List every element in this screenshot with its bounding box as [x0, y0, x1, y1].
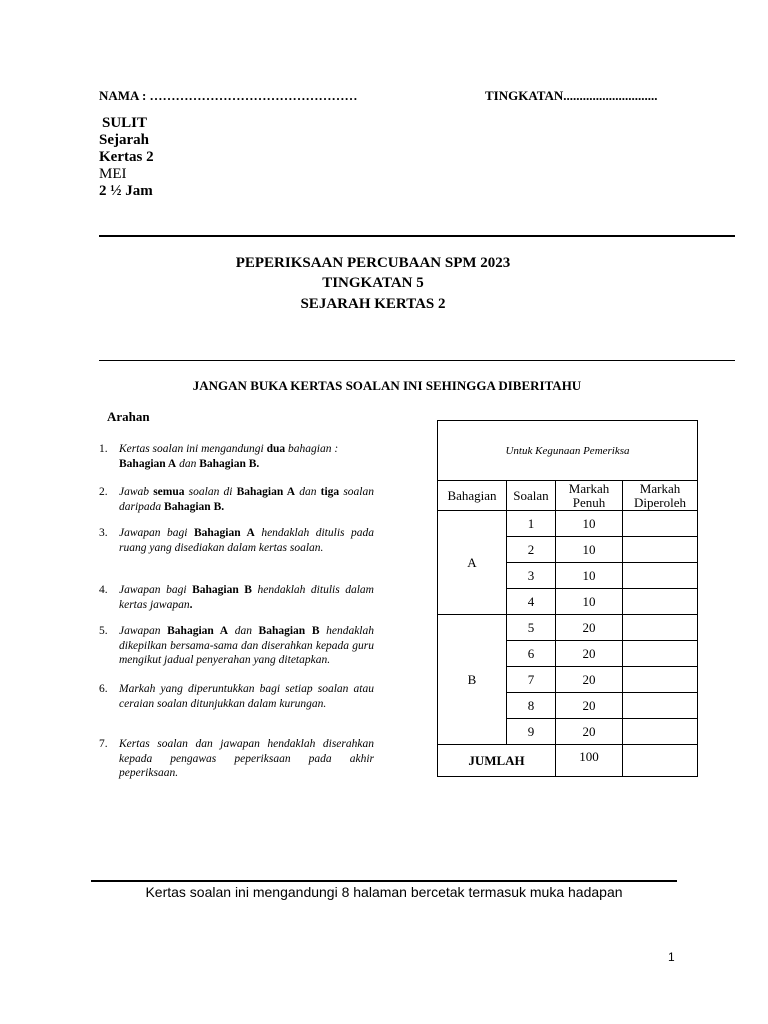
table-row-penuh: 10: [556, 511, 623, 537]
instruction-text: Jawapan Bahagian A dan Bahagian B hendaklah dikepilkan bersama-sama dan diserahkan kepada guru mengikut jadual penyerahan yang ditetapkan.: [119, 625, 374, 666]
table-row-soalan: 9: [507, 719, 556, 745]
exam-paper: SEJARAH KERTAS 2: [300, 296, 446, 312]
class-field: TINGKATAN.............................: [485, 88, 658, 103]
instruction-text: Kertas soalan dan jawapan hendaklah diserahkan kepada pengawas peperiksaan pada akhir peperiksaan.: [119, 738, 374, 779]
instruction-text: Markah yang diperuntukkan bagi setiap soalan atau ceraian soalan ditunjukkan dalam kurungan.: [119, 683, 374, 710]
table-row-diperoleh[interactable]: [623, 641, 698, 667]
instruction-number: 6.: [99, 683, 108, 695]
instruction-item: [99, 624, 374, 668]
paper-label: Kertas 2: [99, 149, 154, 165]
table-row-soalan: 2: [507, 537, 556, 563]
instruction-number: 7.: [99, 738, 108, 750]
total-diperoleh[interactable]: [623, 745, 698, 777]
table-row-diperoleh[interactable]: [623, 719, 698, 745]
instruction-item: [99, 442, 374, 471]
table-row-soalan: 4: [507, 589, 556, 615]
table-row-penuh: 20: [556, 719, 623, 745]
exam-title: PEPERIKSAAN PERCUBAAN SPM 2023: [235, 255, 511, 271]
total-label: JUMLAH: [438, 745, 556, 777]
table-row-penuh: 20: [556, 615, 623, 641]
footer-divider: [91, 880, 677, 882]
table-row-diperoleh[interactable]: [623, 537, 698, 563]
page-number: 1: [668, 950, 675, 964]
subject-label: Sejarah: [99, 132, 149, 148]
table-caption: Untuk Kegunaan Pemeriksa: [438, 421, 698, 481]
duration-label: 2 ½ Jam: [99, 183, 153, 199]
sulit-label: SULIT: [102, 115, 148, 131]
exam-form: TINGKATAN 5: [322, 275, 424, 291]
header-markah-penuh: Markah Penuh: [556, 481, 623, 511]
table-row-diperoleh[interactable]: [623, 667, 698, 693]
instruction-item: [99, 485, 374, 514]
warning-text: JANGAN BUKA KERTAS SOALAN INI SEHINGGA DIBERITAHU: [192, 378, 582, 393]
total-value: 100: [556, 745, 623, 777]
table-row-soalan: 8: [507, 693, 556, 719]
header-soalan: Soalan: [507, 481, 556, 511]
name-field: NAMA : …………………………………………: [99, 88, 358, 103]
header-bahagian: Bahagian: [438, 481, 507, 511]
top-divider: [99, 235, 735, 237]
table-row-penuh: 20: [556, 641, 623, 667]
table-row-penuh: 20: [556, 693, 623, 719]
table-row-soalan: 1: [507, 511, 556, 537]
table-row-soalan: 3: [507, 563, 556, 589]
instruction-item: [99, 526, 374, 555]
table-row-penuh: 10: [556, 537, 623, 563]
instruction-text: Jawapan bagi Bahagian A hendaklah ditulis pada ruang yang disediakan dalam kertas soalan.: [119, 527, 374, 554]
instruction-number: 1.: [99, 443, 108, 455]
table-row-diperoleh[interactable]: [623, 693, 698, 719]
section-b-label: B: [438, 615, 507, 745]
table-row-diperoleh[interactable]: [623, 589, 698, 615]
table-row-diperoleh[interactable]: [623, 563, 698, 589]
instruction-number: 5.: [99, 625, 108, 637]
table-row-penuh: 10: [556, 563, 623, 589]
marks-table: [437, 420, 698, 777]
table-row-penuh: 10: [556, 589, 623, 615]
table-row-diperoleh[interactable]: [623, 511, 698, 537]
instruction-number: 2.: [99, 486, 108, 498]
mid-divider: [99, 360, 735, 361]
table-row-soalan: 7: [507, 667, 556, 693]
instruction-item: [99, 737, 374, 781]
table-row-penuh: 20: [556, 667, 623, 693]
table-row-diperoleh[interactable]: [623, 615, 698, 641]
instructions-title: Arahan: [107, 409, 150, 424]
instruction-item: [99, 583, 374, 612]
instruction-text: Jawapan bagi Bahagian B hendaklah ditulis dalam kertas jawapan.: [119, 584, 374, 611]
table-row-soalan: 5: [507, 615, 556, 641]
instruction-item: [99, 682, 374, 711]
header-markah-diperoleh: Markah Diperoleh: [623, 481, 698, 511]
footer-text: Kertas soalan ini mengandungi 8 halaman bercetak termasuk muka hadapan: [145, 884, 623, 900]
month-label: MEI: [99, 166, 127, 182]
instruction-number: 4.: [99, 584, 108, 596]
section-a-label: A: [438, 511, 507, 615]
instruction-number: 3.: [99, 527, 108, 539]
table-row-soalan: 6: [507, 641, 556, 667]
instruction-text: Jawab semua soalan di Bahagian A dan tiga soalan daripada Bahagian B.: [119, 486, 374, 513]
instruction-text: Kertas soalan ini mengandungi dua bahagian : Bahagian A dan Bahagian B.: [119, 443, 339, 470]
